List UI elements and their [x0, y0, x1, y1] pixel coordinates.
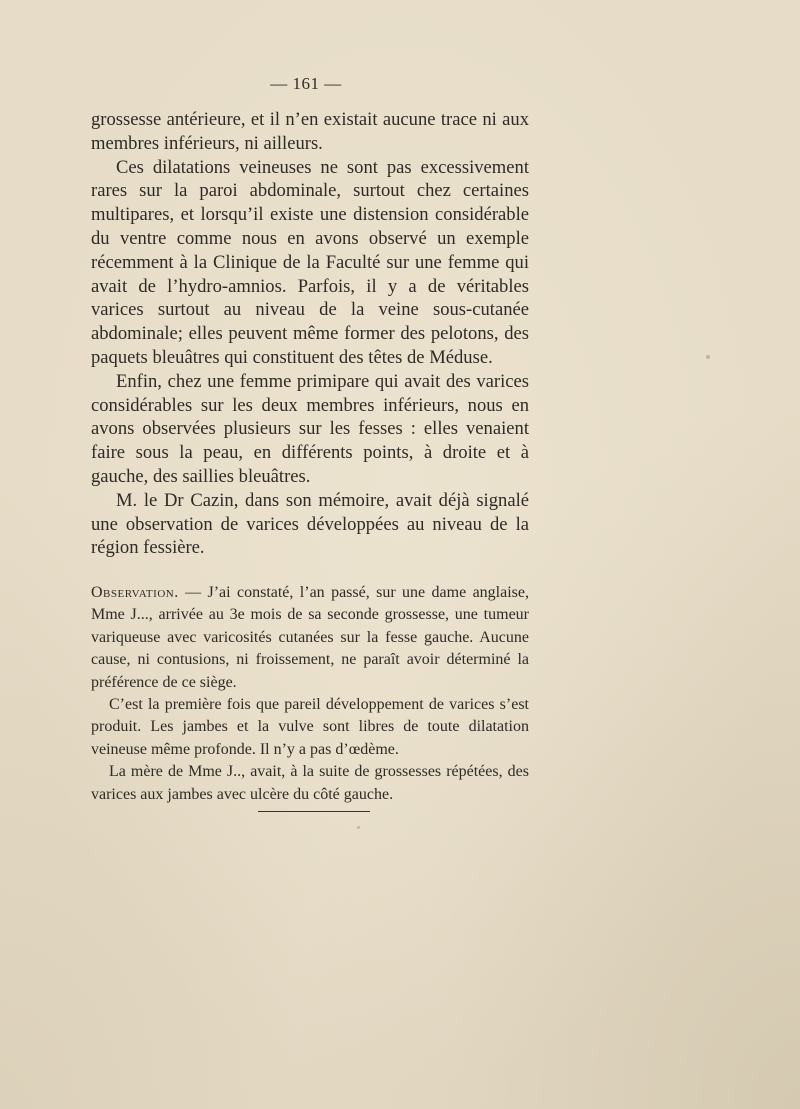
paragraph-primipare: Enfin, chez une femme primipare qui avait des varices considérables sur les deux membres inférieurs, nous en avons observées plusieurs sur les fesses : elles venaient faire sous la peau, en différents points, à droite et à gauche, des saillies bleuâtres.: [91, 370, 529, 487]
paragraph-continuation: grossesse antérieure, et il n’en existait aucune trace ni aux membres inférieurs, ni ailleurs.: [91, 109, 529, 154]
observation-paragraph-3: La mère de Mme J.., avait, à la suite de grossesses répétées, des varices aux jambes avec ulcère du côté gauche.: [91, 763, 529, 803]
page-number: — 161 —: [270, 74, 342, 93]
paper-speck: [357, 826, 360, 829]
observation-paragraph-2: C’est la première fois que pareil développement de varices s’est produit. Les jambes et la vulve sont libres de toute dilatation veineuse même profonde. Il n’y a pas d’œdème.: [91, 696, 529, 758]
observation-paragraph-1: [91, 582, 529, 694]
section-divider: [258, 811, 370, 812]
observation-text-1: — J’ai constaté, l’an passé, sur une dame anglaise, Mme J..., arrivée au 3e mois de sa seconde grossesse, une tumeur variqueuse avec varicosités cutanées sur la fesse gauche. Aucune cause, ni contusions, ni froissement, ne paraît avoir déterminé la préférence de ce siège.: [91, 584, 530, 691]
paragraph-abdominal-varices: Ces dilatations veineuses ne sont pas excessivement rares sur la paroi abdominale, surtout chez certaines multipares, et lorsqu’il existe une distension considérable du ventre comme nous en avons observé un exemple récemment à la Clinique de la Faculté sur une femme qui avait de l’hydro-amnios. Parfois, il y a de véritables varices surtout au niveau de la veine sous-cutanée abdominale; elles peuvent même former des pelotons, des paquets bleuâtres qui constituent des têtes de Méduse.: [91, 156, 529, 368]
paragraph-cazin: M. le Dr Cazin, dans son mémoire, avait déjà signalé une observation de varices développées au niveau de la région fessière.: [91, 489, 529, 559]
observation-block: [91, 582, 529, 806]
main-text: [91, 108, 529, 560]
paper-speck: [706, 355, 710, 359]
observation-heading: Observation.: [91, 584, 179, 601]
